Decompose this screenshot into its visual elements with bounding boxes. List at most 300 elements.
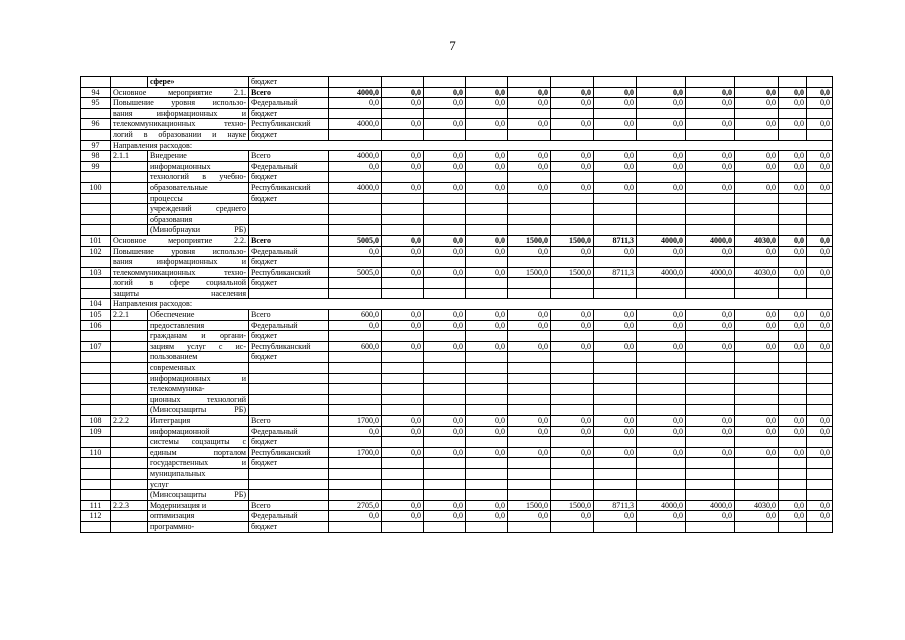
row-number-cell bbox=[81, 479, 111, 490]
value-cell bbox=[686, 77, 735, 88]
table-row bbox=[81, 426, 833, 437]
value-cell bbox=[424, 193, 466, 204]
value-cell bbox=[686, 394, 735, 405]
value-cell bbox=[551, 458, 594, 469]
value-cell bbox=[594, 394, 637, 405]
value-cell: 0,0 bbox=[807, 87, 833, 98]
table-row bbox=[81, 521, 833, 532]
value-cell: 0,0 bbox=[779, 87, 807, 98]
value-cell: 0,0 bbox=[686, 151, 735, 162]
value-cell: 0,0 bbox=[807, 310, 833, 321]
value-cell: 0,0 bbox=[329, 511, 382, 522]
value-cell: 0,0 bbox=[594, 119, 637, 130]
value-cell bbox=[424, 373, 466, 384]
value-cell bbox=[807, 108, 833, 119]
value-cell bbox=[466, 331, 508, 342]
value-cell bbox=[329, 363, 382, 374]
row-number-cell bbox=[81, 108, 111, 119]
value-cell: 0,0 bbox=[382, 447, 424, 458]
value-cell bbox=[466, 363, 508, 374]
value-cell bbox=[686, 363, 735, 374]
funding-source-cell: Республиканский bbox=[249, 267, 329, 278]
value-cell bbox=[779, 214, 807, 225]
value-cell bbox=[594, 225, 637, 236]
activity-name-cell: учреждений среднего bbox=[148, 204, 249, 215]
table-row bbox=[81, 257, 833, 268]
value-cell bbox=[594, 352, 637, 363]
row-number-cell: 97 bbox=[81, 140, 111, 151]
value-cell bbox=[508, 405, 551, 416]
value-cell: 4000,0 bbox=[329, 151, 382, 162]
value-cell bbox=[779, 405, 807, 416]
funding-source-cell: Федеральный bbox=[249, 161, 329, 172]
value-cell: 600,0 bbox=[329, 341, 382, 352]
value-cell: 0,0 bbox=[329, 426, 382, 437]
value-cell bbox=[551, 108, 594, 119]
value-cell bbox=[735, 204, 779, 215]
value-cell bbox=[735, 331, 779, 342]
value-cell bbox=[382, 288, 424, 299]
table-row bbox=[81, 458, 833, 469]
value-cell bbox=[508, 204, 551, 215]
value-cell bbox=[779, 172, 807, 183]
value-cell bbox=[424, 288, 466, 299]
value-cell: 0,0 bbox=[686, 161, 735, 172]
value-cell: 0,0 bbox=[637, 341, 686, 352]
section-heading-cell: Направления расходов: bbox=[111, 140, 833, 151]
value-cell: 0,0 bbox=[382, 341, 424, 352]
value-cell bbox=[424, 129, 466, 140]
value-cell bbox=[735, 384, 779, 395]
funding-source-cell: Республиканский bbox=[249, 447, 329, 458]
activity-name-cell: (Минобрнауки РБ) bbox=[148, 225, 249, 236]
value-cell: 0,0 bbox=[779, 500, 807, 511]
value-cell: 0,0 bbox=[508, 119, 551, 130]
value-cell bbox=[686, 278, 735, 289]
value-cell bbox=[594, 384, 637, 395]
table-row bbox=[81, 235, 833, 246]
value-cell: 0,0 bbox=[807, 320, 833, 331]
funding-source-cell bbox=[249, 394, 329, 405]
value-cell bbox=[637, 479, 686, 490]
activity-name-cell: предоставления bbox=[148, 320, 249, 331]
value-cell bbox=[779, 468, 807, 479]
value-cell bbox=[807, 331, 833, 342]
value-cell bbox=[466, 129, 508, 140]
row-number-cell: 111 bbox=[81, 500, 111, 511]
value-cell: 0,0 bbox=[466, 426, 508, 437]
value-cell: 0,0 bbox=[637, 416, 686, 427]
value-cell bbox=[466, 257, 508, 268]
activity-code-cell bbox=[111, 341, 148, 352]
value-cell bbox=[637, 373, 686, 384]
funding-source-cell bbox=[249, 384, 329, 395]
value-cell: 0,0 bbox=[594, 416, 637, 427]
value-cell bbox=[735, 172, 779, 183]
value-cell: 8711,3 bbox=[594, 267, 637, 278]
value-cell: 0,0 bbox=[508, 511, 551, 522]
value-cell: 0,0 bbox=[735, 119, 779, 130]
value-cell bbox=[551, 288, 594, 299]
value-cell: 0,0 bbox=[779, 161, 807, 172]
funding-source-cell: бюджет bbox=[249, 172, 329, 183]
funding-source-cell: бюджет bbox=[249, 352, 329, 363]
value-cell: 0,0 bbox=[735, 447, 779, 458]
value-cell bbox=[594, 278, 637, 289]
value-cell bbox=[424, 77, 466, 88]
value-cell bbox=[466, 521, 508, 532]
value-cell: 0,0 bbox=[424, 246, 466, 257]
value-cell bbox=[551, 363, 594, 374]
value-cell bbox=[466, 479, 508, 490]
value-cell bbox=[424, 458, 466, 469]
value-cell bbox=[466, 225, 508, 236]
value-cell bbox=[735, 352, 779, 363]
value-cell: 0,0 bbox=[779, 246, 807, 257]
value-cell bbox=[329, 384, 382, 395]
value-cell bbox=[686, 331, 735, 342]
value-cell bbox=[686, 172, 735, 183]
value-cell bbox=[637, 331, 686, 342]
value-cell bbox=[329, 479, 382, 490]
funding-source-cell: бюджет bbox=[249, 257, 329, 268]
section-heading-cell: Направления расходов: bbox=[111, 299, 833, 310]
value-cell: 0,0 bbox=[807, 246, 833, 257]
value-cell bbox=[382, 405, 424, 416]
value-cell bbox=[466, 172, 508, 183]
value-cell bbox=[735, 129, 779, 140]
funding-source-cell: Республиканский bbox=[249, 182, 329, 193]
value-cell bbox=[424, 225, 466, 236]
value-cell bbox=[508, 490, 551, 501]
value-cell: 0,0 bbox=[735, 511, 779, 522]
value-cell: 0,0 bbox=[382, 500, 424, 511]
table-row bbox=[81, 77, 833, 88]
value-cell: 0,0 bbox=[382, 182, 424, 193]
value-cell bbox=[594, 373, 637, 384]
value-cell bbox=[551, 204, 594, 215]
value-cell: 0,0 bbox=[735, 416, 779, 427]
activity-name-cell: услуг bbox=[148, 479, 249, 490]
value-cell bbox=[735, 479, 779, 490]
value-cell bbox=[735, 458, 779, 469]
value-cell bbox=[807, 204, 833, 215]
value-cell: 0,0 bbox=[779, 341, 807, 352]
value-cell: 0,0 bbox=[424, 416, 466, 427]
value-cell bbox=[508, 108, 551, 119]
value-cell bbox=[424, 172, 466, 183]
value-cell bbox=[779, 384, 807, 395]
activity-code-cell bbox=[111, 182, 148, 193]
value-cell: 0,0 bbox=[508, 447, 551, 458]
value-cell: 1500,0 bbox=[551, 235, 594, 246]
activity-name-cell: Обеспечение bbox=[148, 310, 249, 321]
value-cell: 0,0 bbox=[735, 182, 779, 193]
value-cell bbox=[686, 225, 735, 236]
value-cell bbox=[329, 172, 382, 183]
table-row bbox=[81, 331, 833, 342]
table-row bbox=[81, 341, 833, 352]
value-cell: 0,0 bbox=[424, 161, 466, 172]
value-cell: 0,0 bbox=[686, 416, 735, 427]
value-cell bbox=[382, 363, 424, 374]
value-cell bbox=[329, 405, 382, 416]
value-cell: 0,0 bbox=[329, 98, 382, 109]
activity-code-cell: 2.2.1 bbox=[111, 310, 148, 321]
row-number-cell: 112 bbox=[81, 511, 111, 522]
value-cell bbox=[807, 458, 833, 469]
table-row bbox=[81, 447, 833, 458]
value-cell: 0,0 bbox=[594, 182, 637, 193]
value-cell: 0,0 bbox=[594, 511, 637, 522]
table-row bbox=[81, 225, 833, 236]
value-cell bbox=[551, 405, 594, 416]
value-cell: 0,0 bbox=[551, 98, 594, 109]
value-cell bbox=[807, 214, 833, 225]
value-cell: 0,0 bbox=[466, 246, 508, 257]
value-cell bbox=[382, 77, 424, 88]
value-cell: 0,0 bbox=[508, 182, 551, 193]
row-number-cell bbox=[81, 331, 111, 342]
activity-name-cell: (Минсоцзащиты РБ) bbox=[148, 490, 249, 501]
value-cell bbox=[508, 129, 551, 140]
funding-source-cell bbox=[249, 490, 329, 501]
value-cell bbox=[779, 373, 807, 384]
value-cell bbox=[807, 77, 833, 88]
value-cell bbox=[551, 394, 594, 405]
value-cell bbox=[637, 257, 686, 268]
row-number-cell: 109 bbox=[81, 426, 111, 437]
row-number-cell: 106 bbox=[81, 320, 111, 331]
funding-source-cell: бюджет bbox=[249, 278, 329, 289]
funding-source-cell: Республиканский bbox=[249, 341, 329, 352]
value-cell: 0,0 bbox=[686, 182, 735, 193]
value-cell bbox=[424, 394, 466, 405]
value-cell bbox=[466, 77, 508, 88]
activity-name-cell: современных bbox=[148, 363, 249, 374]
value-cell bbox=[508, 77, 551, 88]
value-cell bbox=[329, 521, 382, 532]
value-cell bbox=[508, 193, 551, 204]
activity-name-cell: телекоммуникационных техно- bbox=[111, 119, 249, 130]
value-cell: 0,0 bbox=[807, 119, 833, 130]
value-cell bbox=[686, 352, 735, 363]
table-row bbox=[81, 479, 833, 490]
value-cell: 0,0 bbox=[637, 246, 686, 257]
value-cell bbox=[382, 479, 424, 490]
funding-source-cell: бюджет bbox=[249, 458, 329, 469]
funding-source-cell bbox=[249, 405, 329, 416]
value-cell bbox=[686, 468, 735, 479]
activity-name-cell: Основное мероприятие 2.1. bbox=[111, 87, 249, 98]
table-row bbox=[81, 437, 833, 448]
activity-name-cell: логий в сфере социальной bbox=[111, 278, 249, 289]
table-row bbox=[81, 511, 833, 522]
value-cell: 5005,0 bbox=[329, 267, 382, 278]
funding-source-cell: Федеральный bbox=[249, 511, 329, 522]
value-cell: 0,0 bbox=[807, 426, 833, 437]
value-cell bbox=[508, 288, 551, 299]
table-row bbox=[81, 108, 833, 119]
value-cell bbox=[466, 394, 508, 405]
value-cell bbox=[329, 77, 382, 88]
table-row bbox=[81, 246, 833, 257]
value-cell bbox=[424, 214, 466, 225]
value-cell: 0,0 bbox=[382, 267, 424, 278]
value-cell bbox=[382, 214, 424, 225]
value-cell bbox=[779, 521, 807, 532]
value-cell bbox=[735, 257, 779, 268]
activity-name-cell: единым порталом bbox=[148, 447, 249, 458]
table-row bbox=[81, 214, 833, 225]
value-cell: 0,0 bbox=[508, 426, 551, 437]
value-cell: 0,0 bbox=[424, 98, 466, 109]
activity-code-cell: 2.1.1 bbox=[111, 151, 148, 162]
value-cell: 0,0 bbox=[551, 341, 594, 352]
value-cell bbox=[807, 129, 833, 140]
value-cell: 0,0 bbox=[466, 161, 508, 172]
value-cell: 0,0 bbox=[779, 267, 807, 278]
value-cell bbox=[807, 352, 833, 363]
value-cell bbox=[735, 394, 779, 405]
value-cell bbox=[594, 77, 637, 88]
value-cell bbox=[637, 214, 686, 225]
value-cell: 4000,0 bbox=[329, 182, 382, 193]
value-cell: 0,0 bbox=[551, 447, 594, 458]
value-cell: 0,0 bbox=[779, 447, 807, 458]
value-cell bbox=[424, 384, 466, 395]
row-number-cell: 101 bbox=[81, 235, 111, 246]
value-cell: 0,0 bbox=[637, 98, 686, 109]
value-cell bbox=[424, 331, 466, 342]
value-cell: 0,0 bbox=[637, 426, 686, 437]
table-row bbox=[81, 119, 833, 130]
value-cell bbox=[382, 278, 424, 289]
value-cell: 0,0 bbox=[424, 341, 466, 352]
row-number-cell bbox=[81, 437, 111, 448]
value-cell bbox=[779, 288, 807, 299]
activity-name-cell: информационной bbox=[148, 426, 249, 437]
activity-name-cell: образования bbox=[148, 214, 249, 225]
value-cell bbox=[329, 331, 382, 342]
value-cell bbox=[594, 193, 637, 204]
value-cell: 0,0 bbox=[424, 426, 466, 437]
funding-source-cell bbox=[249, 479, 329, 490]
value-cell bbox=[637, 288, 686, 299]
value-cell bbox=[551, 490, 594, 501]
value-cell bbox=[686, 214, 735, 225]
value-cell: 0,0 bbox=[466, 416, 508, 427]
value-cell: 0,0 bbox=[637, 511, 686, 522]
value-cell: 0,0 bbox=[466, 500, 508, 511]
table-row bbox=[81, 288, 833, 299]
value-cell bbox=[807, 193, 833, 204]
value-cell bbox=[424, 352, 466, 363]
value-cell bbox=[779, 363, 807, 374]
activity-name-cell: государственных и bbox=[148, 458, 249, 469]
value-cell: 2705,0 bbox=[329, 500, 382, 511]
activity-name-cell: телекоммуникационных техно- bbox=[111, 267, 249, 278]
row-number-cell bbox=[81, 77, 111, 88]
value-cell: 0,0 bbox=[466, 511, 508, 522]
value-cell: 0,0 bbox=[424, 447, 466, 458]
value-cell bbox=[637, 278, 686, 289]
value-cell: 0,0 bbox=[779, 119, 807, 130]
value-cell bbox=[382, 373, 424, 384]
value-cell bbox=[551, 352, 594, 363]
value-cell bbox=[466, 193, 508, 204]
value-cell bbox=[329, 278, 382, 289]
value-cell: 0,0 bbox=[466, 87, 508, 98]
value-cell: 0,0 bbox=[466, 267, 508, 278]
value-cell bbox=[424, 490, 466, 501]
value-cell: 0,0 bbox=[466, 182, 508, 193]
value-cell bbox=[637, 458, 686, 469]
value-cell bbox=[329, 225, 382, 236]
value-cell: 0,0 bbox=[594, 447, 637, 458]
funding-source-cell: Федеральный bbox=[249, 320, 329, 331]
value-cell bbox=[735, 278, 779, 289]
funding-source-cell bbox=[249, 214, 329, 225]
activity-code-cell bbox=[111, 204, 148, 215]
value-cell bbox=[466, 458, 508, 469]
activity-code-cell bbox=[111, 352, 148, 363]
activity-name-cell: технологий в учебно- bbox=[148, 172, 249, 183]
funding-source-cell bbox=[249, 225, 329, 236]
value-cell bbox=[508, 352, 551, 363]
activity-code-cell bbox=[111, 172, 148, 183]
value-cell: 0,0 bbox=[424, 310, 466, 321]
value-cell bbox=[329, 352, 382, 363]
row-number-cell: 104 bbox=[81, 299, 111, 310]
table-row bbox=[81, 267, 833, 278]
value-cell: 4000,0 bbox=[637, 500, 686, 511]
value-cell bbox=[807, 521, 833, 532]
value-cell: 0,0 bbox=[329, 246, 382, 257]
table-row bbox=[81, 172, 833, 183]
value-cell: 0,0 bbox=[382, 98, 424, 109]
value-cell bbox=[382, 490, 424, 501]
value-cell bbox=[424, 108, 466, 119]
funding-source-cell: Всего bbox=[249, 87, 329, 98]
activity-name-cell: защиты населения bbox=[111, 288, 249, 299]
value-cell: 0,0 bbox=[424, 267, 466, 278]
value-cell: 0,0 bbox=[686, 447, 735, 458]
value-cell: 0,0 bbox=[807, 341, 833, 352]
value-cell: 0,0 bbox=[551, 246, 594, 257]
funding-source-cell: бюджет bbox=[249, 108, 329, 119]
value-cell bbox=[508, 384, 551, 395]
value-cell bbox=[382, 331, 424, 342]
value-cell bbox=[594, 437, 637, 448]
table-row bbox=[81, 87, 833, 98]
activity-code-cell bbox=[111, 214, 148, 225]
value-cell bbox=[508, 373, 551, 384]
value-cell: 0,0 bbox=[508, 320, 551, 331]
value-cell bbox=[686, 405, 735, 416]
activity-code-cell bbox=[111, 320, 148, 331]
row-number-cell bbox=[81, 278, 111, 289]
value-cell: 0,0 bbox=[594, 341, 637, 352]
value-cell bbox=[637, 521, 686, 532]
value-cell bbox=[508, 225, 551, 236]
value-cell: 0,0 bbox=[735, 246, 779, 257]
value-cell bbox=[508, 479, 551, 490]
value-cell bbox=[779, 331, 807, 342]
table-row bbox=[81, 352, 833, 363]
funding-source-cell: бюджет bbox=[249, 521, 329, 532]
funding-source-cell: Республиканский bbox=[249, 119, 329, 130]
